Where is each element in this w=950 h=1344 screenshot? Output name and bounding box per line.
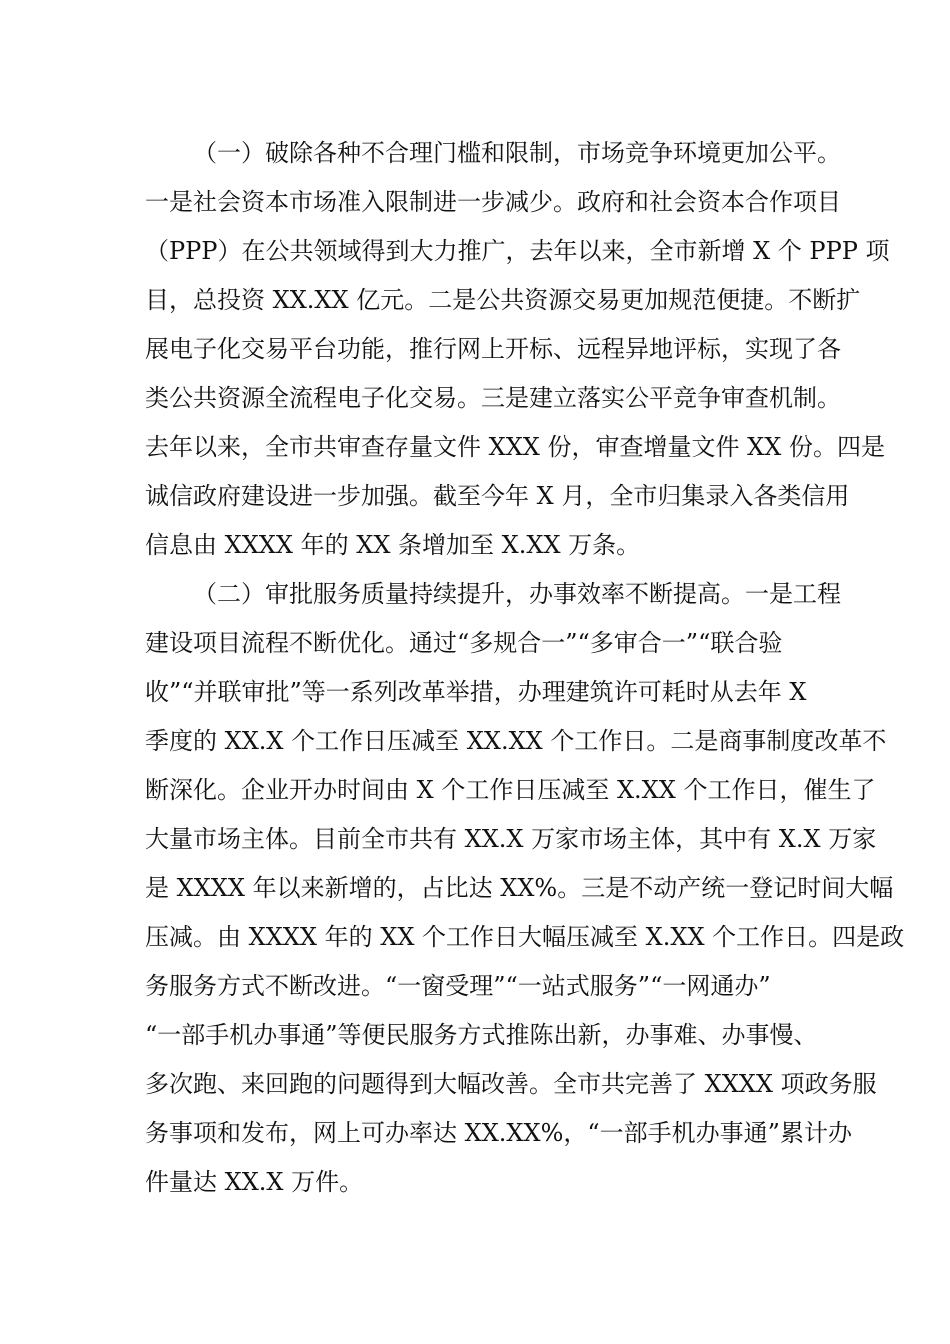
text-line: （PPP）在公共领域得到大力推广，去年以来，全市新增 X 个 PPP 项 bbox=[145, 237, 890, 265]
text-line: 类公共资源全流程电子化交易。三是建立落实公平竞争审查机制。 bbox=[145, 384, 841, 412]
text-line: 季度的 XX.X 个工作日压减至 XX.XX 个工作日。二是商事制度改革不 bbox=[145, 727, 887, 755]
text-line: 压减。由 XXXX 年的 XX 个工作日大幅压减至 X.XX 个工作日。四是政 bbox=[145, 923, 905, 951]
text-line: 是 XXXX 年以来新增的，占比达 XX%。三是不动产统一登记时间大幅 bbox=[145, 874, 894, 902]
text-line: “一部手机办事通”等便民服务方式推陈出新，办事难、办事慢、 bbox=[145, 1021, 818, 1049]
text-line: 去年以来，全市共审查存量文件 XXX 份，审查增量文件 XX 份。四是 bbox=[145, 433, 885, 461]
text-line: 断深化。企业开办时间由 X 个工作日压减至 X.XX 个工作日，催生了 bbox=[145, 776, 876, 804]
text-line: 多次跑、来回跑的问题得到大幅改善。全市共完善了 XXXX 项政务服 bbox=[145, 1070, 877, 1098]
text-line: 目，总投资 XX.XX 亿元。二是公共资源交易更加规范便捷。不断扩 bbox=[145, 286, 861, 314]
text-line: （一）破除各种不合理门槛和限制，市场竞争环境更加公平。 bbox=[193, 139, 841, 167]
text-line: 收”“并联审批”等一系列改革举措，办理建筑许可耗时从去年 X bbox=[145, 678, 807, 706]
text-line: 务服务方式不断改进。“一窗受理”“一站式服务”“一网通办” bbox=[145, 972, 771, 1000]
text-line: 信息由 XXXX 年的 XX 条增加至 X.XX 万条。 bbox=[145, 531, 641, 559]
text-line: 大量市场主体。目前全市共有 XX.X 万家市场主体，其中有 X.X 万家 bbox=[145, 825, 877, 853]
text-line: 展电子化交易平台功能，推行网上开标、远程异地评标，实现了各 bbox=[145, 335, 841, 363]
text-line: 建设项目流程不断优化。通过“多规合一”“多审合一”“联合验 bbox=[145, 629, 783, 657]
text-line: 务事项和发布，网上可办率达 XX.XX%，“一部手机办事通”累计办 bbox=[145, 1119, 852, 1147]
text-line: 件量达 XX.X 万件。 bbox=[145, 1168, 364, 1196]
text-line: 一是社会资本市场准入限制进一步减少。政府和社会资本合作项目 bbox=[145, 188, 841, 216]
text-line: 诚信政府建设进一步加强。截至今年 X 月，全市归集录入各类信用 bbox=[145, 482, 850, 510]
text-line: （二）审批服务质量持续提升，办事效率不断提高。一是工程 bbox=[193, 580, 841, 608]
